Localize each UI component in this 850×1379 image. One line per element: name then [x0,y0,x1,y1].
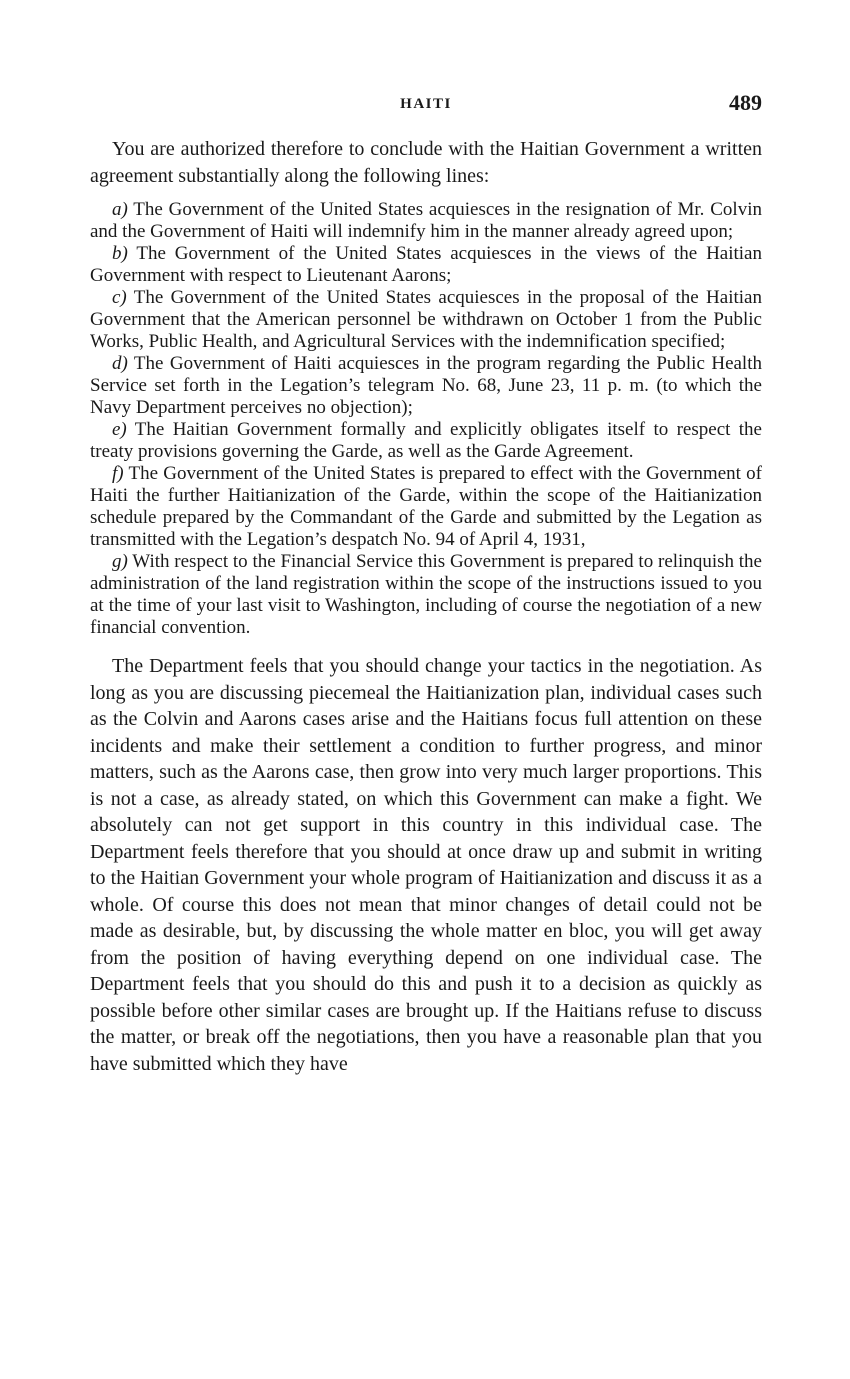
list-item [90,551,762,639]
item-text: The Government of Haiti acquiesces in the program regarding the Public Health Service set forth in the Legation’s telegram No. 68, June 23, 11 p. m. (to which the Navy Department perceives no objection); [90,353,762,418]
item-text: The Government of the United States is prepared to effect with the Government of Haiti the further Haitianization of the Garde, within the scope of the Haitianization schedule prepared by the Commandant of the Garde and submitted by the Legation as transmitted with the Legation’s despatch No. 94 of April 4, 1931, [90,463,762,550]
agreement-items-list [90,199,762,639]
item-letter: f) [112,463,124,484]
body-paragraph: The Department feels that you should change your tactics in the negotiation. As long as you are discussing piecemeal the Haitianization plan, individual cases such as the Colvin and Aarons cases arise and the Haitians focus full attention on these incidents and make their settlement a condition to further progress, and minor matters, such as the Aarons case, then grow into very much larger proportions. This is not a case, as already stated, on which this Government can make a fight. We absolutely can not get support in this country in this individual case. The Department feels therefore that you should at once draw up and submit in writing to the Haitian Government your whole program of Haitianization and discuss it as a whole. Of course this does not mean that minor changes of detail could not be made as desirable, but, by discussing the whole matter en bloc, you will get away from the position of having everything depend on one individual case. The Department feels that you should do this and push it to a decision as quickly as possible before other similar cases are brought up. If the Haitians refuse to discuss the matter, or break off the negotiations, then you have a reasonable plan that you have submitted which they have [90,655,762,1075]
item-letter: e) [112,419,127,440]
list-item [90,419,762,463]
item-text: The Government of the United States acquiesces in the views of the Haitian Government with respect to Lieutenant Aarons; [90,243,762,286]
item-letter: c) [112,287,127,308]
list-item [90,243,762,287]
item-text: With respect to the Financial Service this Government is prepared to relinquish the administration of the land registration within the scope of the instructions issued to you at the time of your last visit to Washington, including of course the negotiation of a new financial convention. [90,551,762,638]
page-header [90,90,762,126]
list-item [90,199,762,243]
item-letter: d) [112,353,128,374]
item-text: The Haitian Government formally and explicitly obligates itself to respect the treaty provisions governing the Garde, as well as the Garde Agreement. [90,419,762,462]
list-item [90,287,762,353]
item-letter: a) [112,199,128,220]
item-text: The Government of the United States acquiesces in the resignation of Mr. Colvin and the Government of Haiti will indemnify him in the manner already agreed upon; [90,199,762,242]
running-head: HAITI [400,96,452,112]
page-number: 489 [729,90,762,115]
intro-paragraph: You are authorized therefore to conclude with the Haitian Government a written agreement substantially along the following lines: [90,138,762,187]
item-letter: b) [112,243,128,264]
list-item [90,353,762,419]
item-letter: g) [112,551,128,572]
item-text: The Government of the United States acquiesces in the proposal of the Haitian Government that the American personnel be withdrawn on October 1 from the Public Works, Public Health, and Agricultural Services with the indemnification specified; [90,287,762,352]
list-item [90,463,762,551]
document-page [90,90,762,1077]
